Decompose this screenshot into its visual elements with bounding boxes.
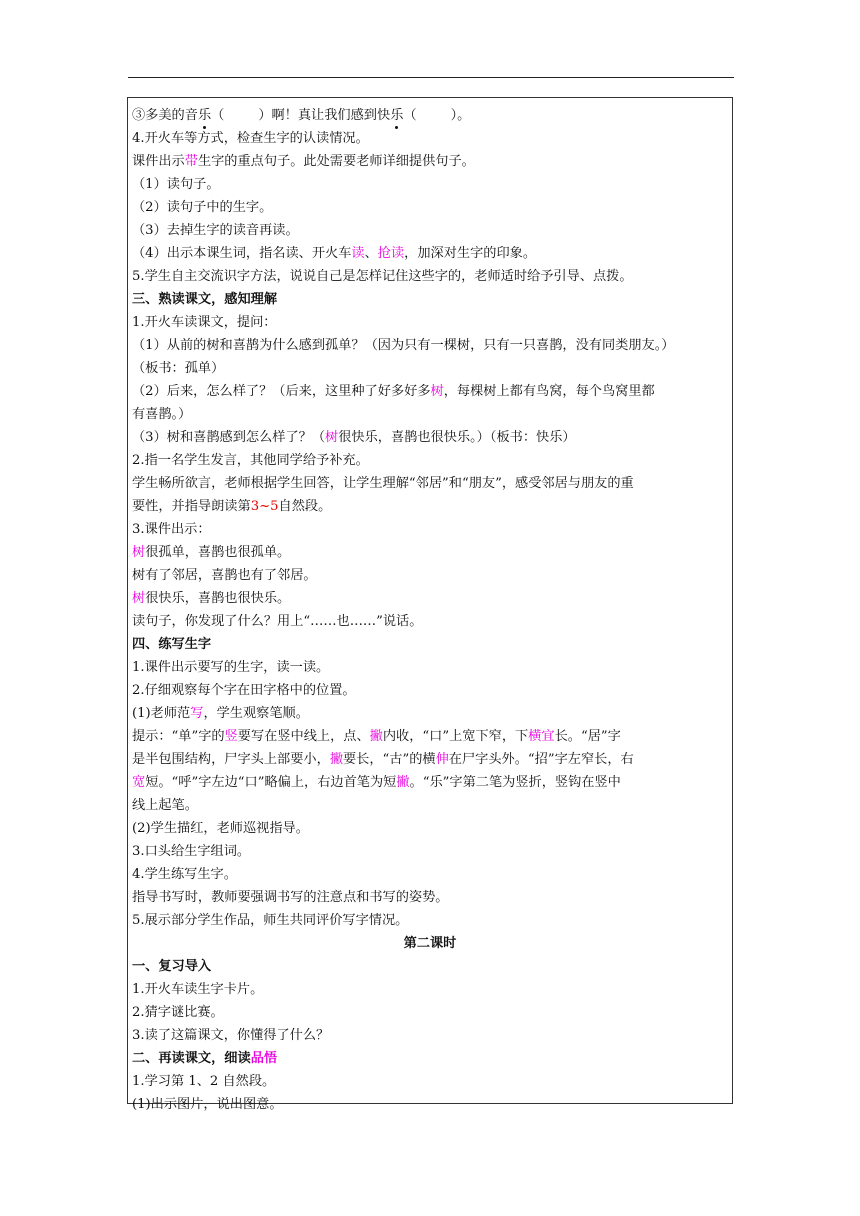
line-41: 3.读了这篇课文，你懂得了什么？ bbox=[132, 1028, 330, 1043]
line-40: 2.猜字谜比赛。 bbox=[132, 1005, 224, 1020]
line-10: 1.开火车读课文，提问： bbox=[132, 315, 277, 330]
line-12: （板书：孤单） bbox=[132, 361, 225, 376]
line-20: 树 很孤单，喜鹊也很孤单。 bbox=[132, 545, 291, 560]
line-5: （2）读句子中的生字。 bbox=[132, 200, 273, 215]
line-32: (2)学生描红，老师巡视指导。 bbox=[132, 821, 309, 836]
line-21: 树有了邻居，喜鹊也有了邻居。 bbox=[132, 568, 317, 583]
lesson-text bbox=[132, 104, 728, 1116]
line-36: 5.展示部分学生作品，师生共同评价写字情况。 bbox=[132, 913, 409, 928]
line-11: （1）从前的树和喜鹊为什么感到孤单？（因为只有一棵树，只有一只喜鹊，没有同类朋友。） bbox=[132, 338, 675, 353]
section-heading-3: 三、熟读课文，感知理解 bbox=[132, 292, 278, 307]
line-35: 指导书写时，教师要强调书写的注意点和书写的姿势。 bbox=[132, 890, 449, 905]
line-14: 有喜鹊。） bbox=[132, 407, 192, 422]
line-4: （1）读句子。 bbox=[132, 177, 220, 192]
lesson-title-second: 第二课时 bbox=[403, 936, 457, 951]
line-31: 线上起笔。 bbox=[132, 798, 198, 813]
section-heading-2: 二、再读课文，细读 品悟 bbox=[132, 1051, 278, 1066]
line-13: （2）后来，怎么样了？（后来，这里种了好多好多 树 ，每棵树上都有鸟窝，每个鸟窝里都 bbox=[132, 384, 655, 399]
line-23: 读句子，你发现了什么？用上“……也……”说话。 bbox=[132, 614, 423, 629]
section-heading-4: 四、练写生字 bbox=[132, 637, 212, 652]
line-17: 学生畅所欲言，老师根据学生回答，让学生理解“邻居”和“朋友”，感受邻居与朋友的重 bbox=[132, 476, 634, 491]
line-15: （3）树和喜鹊感到怎么样了？（ 树 很快乐，喜鹊也很快乐。）（板书：快乐） bbox=[132, 430, 576, 445]
line-6: （3）去掉生字的读音再读。 bbox=[132, 223, 299, 238]
line-33: 3.口头给生字组词。 bbox=[132, 844, 251, 859]
line-43: 1.学习第 1、2 自然段。 bbox=[132, 1074, 276, 1089]
dotted-char: 乐 bbox=[198, 104, 211, 127]
line-26: 2.仔细观察每个字在田字格中的位置。 bbox=[132, 683, 356, 698]
blank-space bbox=[224, 104, 258, 127]
line-3: 课件出示 带 生字的重点句子。此处需要老师详细提供句子。 bbox=[132, 154, 475, 169]
line-28: 提示：“单”字的 竖 要写在竖中线上，点、 撇 内收，“口”上宽下窄，下 横宜 长。“居”字 bbox=[132, 729, 621, 744]
lesson-table-cell bbox=[127, 97, 733, 1112]
dotted-char: 乐 bbox=[390, 104, 403, 127]
line-18: 要性，并指导朗读第 3~5 自然段。 bbox=[132, 499, 332, 514]
line-39: 1.开火车读生字卡片。 bbox=[132, 982, 264, 997]
header-rule bbox=[128, 77, 734, 78]
line-19: 3.课件出示： bbox=[132, 522, 211, 537]
line-29: 是半包围结构，尸字头上部要小， 撇 要长，“古”的横 伸 在尸字头外。“招”字左窄长，右 bbox=[132, 752, 634, 767]
line-2: 4.开火车等方式，检查生字的认读情况。 bbox=[132, 131, 369, 146]
section-heading-1: 一、复习导入 bbox=[132, 959, 212, 974]
line-34: 4.学生练写生字。 bbox=[132, 867, 237, 882]
line-30: 宽 短。“呼”字左边“口”略偏上，右边首笔为短 撇 。“乐”字第二笔为竖折，竖钩在竖中 bbox=[132, 775, 621, 790]
line-8: 5.学生自主交流识字方法，说说自己是怎样记住这些字的，老师适时给予引导、点拨。 bbox=[132, 269, 633, 284]
line-25: 1.课件出示要写的生字，读一读。 bbox=[132, 660, 330, 675]
line-1: ③多美的音 乐 （ ）啊！真让我们感到快 乐 （ ）。 bbox=[132, 104, 728, 127]
line-44: (1)出示图片，说出图意。 bbox=[132, 1097, 283, 1112]
line-22: 树 很快乐，喜鹊也很快乐。 bbox=[132, 591, 291, 606]
line-27: (1)老师范 写 ，学生观察笔顺。 bbox=[132, 706, 309, 721]
line-16: 2.指一名学生发言，其他同学给予补充。 bbox=[132, 453, 369, 468]
blank-space bbox=[417, 104, 451, 127]
line-7: （4）出示本课生词，指名读、开火车 读 、 抢读 ，加深对生字的印象。 bbox=[132, 246, 537, 261]
